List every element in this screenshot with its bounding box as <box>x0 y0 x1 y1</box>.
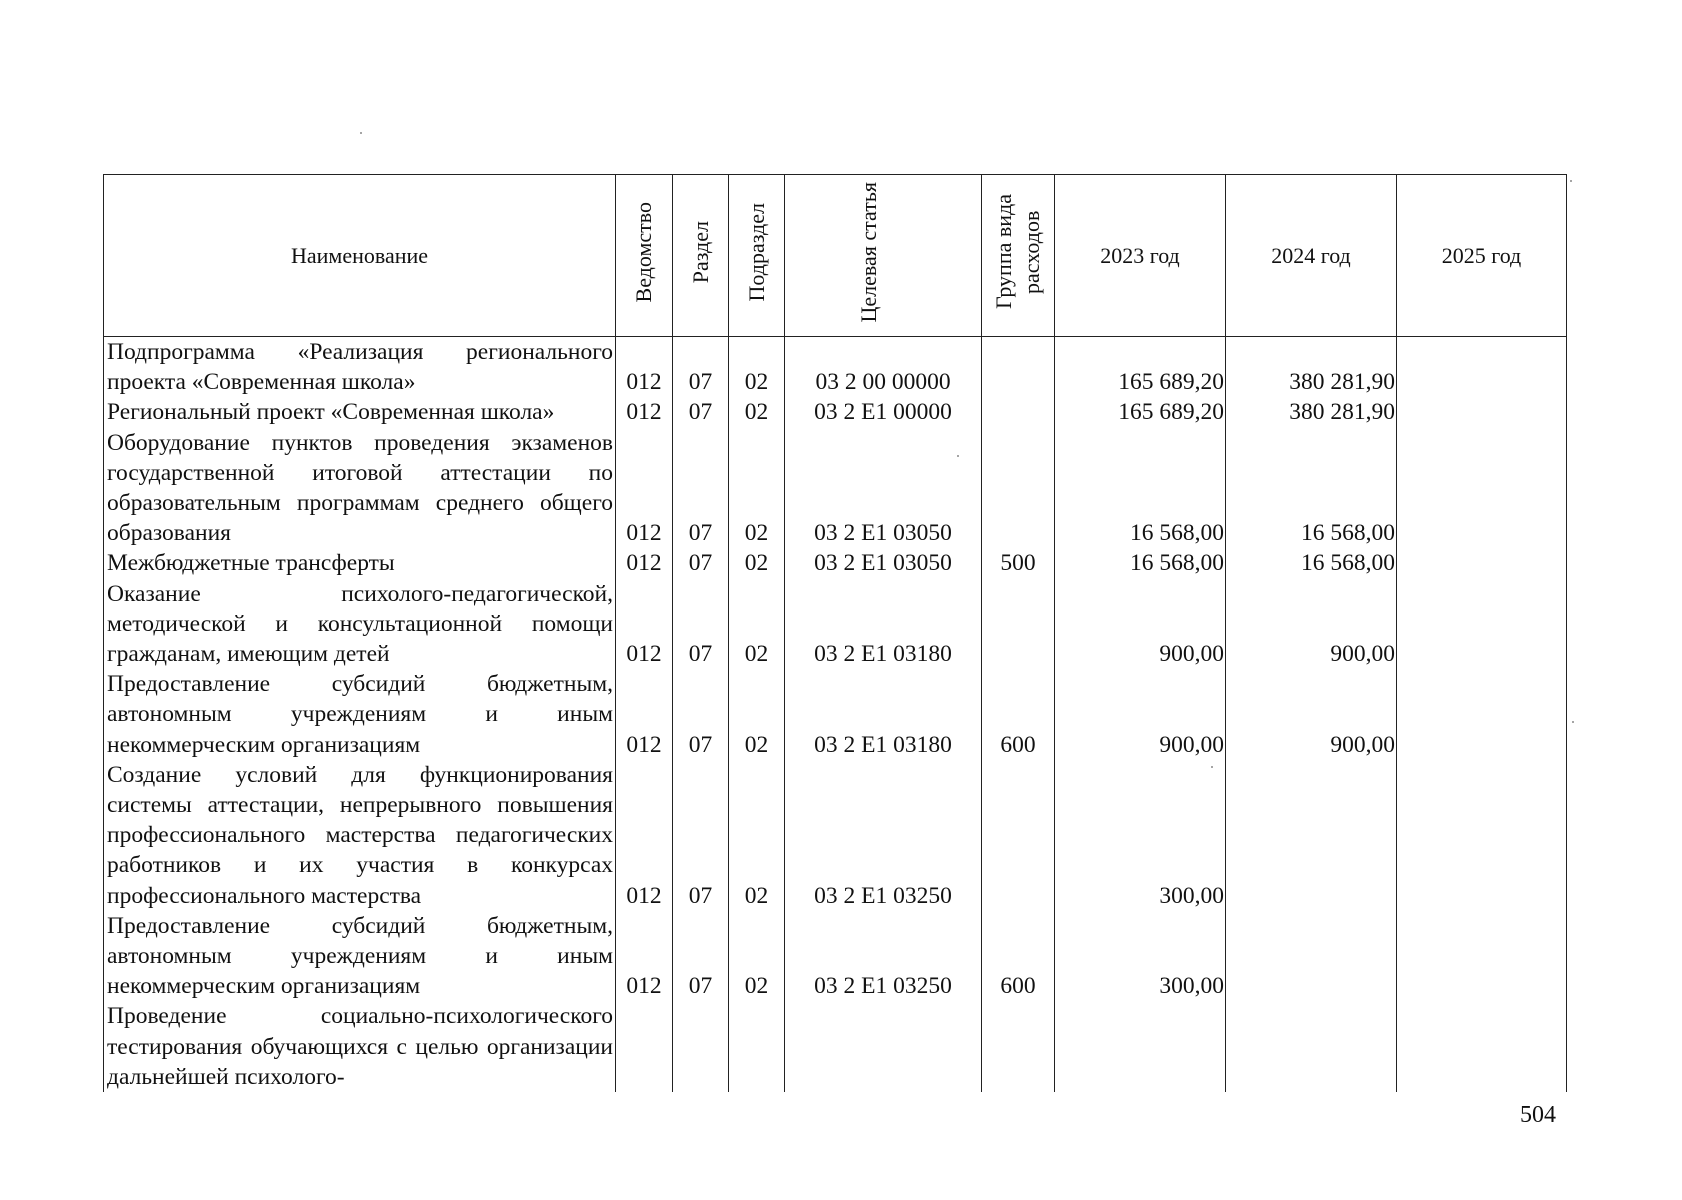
cell-name: Подпрограмма «Реализация регионального проекта «Современная школа» <box>104 337 616 398</box>
cell-2025 <box>1397 428 1567 549</box>
cell-expense-group <box>982 397 1055 427</box>
header-2023: 2023 год <box>1055 175 1226 337</box>
table-row <box>104 397 1567 427</box>
table-row <box>104 337 1567 398</box>
cell-section: 07 <box>673 579 729 670</box>
cell-target-article: 03 2 E1 00000 <box>785 397 982 427</box>
cell-name: Межбюджетные трансферты <box>104 548 616 578</box>
cell-department: 012 <box>616 337 673 398</box>
header-2025: 2025 год <box>1397 175 1567 337</box>
header-target-article: Целевая статья <box>785 175 982 337</box>
cell-2023: 300,00 <box>1055 760 1226 911</box>
cell-2023: 165 689,20 <box>1055 397 1226 427</box>
cell-2024: 900,00 <box>1226 579 1397 670</box>
cell-2024: 900,00 <box>1226 669 1397 760</box>
cell-2025 <box>1397 548 1567 578</box>
cell-2024: 16 568,00 <box>1226 548 1397 578</box>
cell-expense-group <box>982 760 1055 911</box>
cell-2023: 16 568,00 <box>1055 428 1226 549</box>
cell-2025 <box>1397 337 1567 398</box>
table-row <box>104 760 1567 911</box>
cell-name: Оказание психолого-педагогической, методической и консультационной помощи гражданам, имеющим детей <box>104 579 616 670</box>
scan-speck <box>1211 766 1213 768</box>
cell-2023: 16 568,00 <box>1055 548 1226 578</box>
cell-2025 <box>1397 397 1567 427</box>
cell-section: 07 <box>673 911 729 1002</box>
cell-name: Региональный проект «Современная школа» <box>104 397 616 427</box>
cell-subsection: 02 <box>729 911 785 1002</box>
cell-2023: 900,00 <box>1055 579 1226 670</box>
header-department: Ведомство <box>616 175 673 337</box>
table-row <box>104 911 1567 1002</box>
cell-subsection: 02 <box>729 669 785 760</box>
header-expense-group: Группа вида расходов <box>982 175 1055 337</box>
cell-target-article: 03 2 00 00000 <box>785 337 982 398</box>
scan-speck <box>1572 721 1574 723</box>
cell-department: 012 <box>616 760 673 911</box>
cell-2023 <box>1055 1001 1226 1092</box>
header-2024: 2024 год <box>1226 175 1397 337</box>
cell-2024: 380 281,90 <box>1226 397 1397 427</box>
scan-speck <box>1570 180 1572 182</box>
cell-name: Создание условий для функционирования системы аттестации, непрерывного повышения профессионального мастерства педагогических работников и их участия в конкурсах профессионального мастерства <box>104 760 616 911</box>
cell-name: Предоставление субсидий бюджетным, автономным учреждениям и иным некоммерческим организациям <box>104 911 616 1002</box>
table-row <box>104 548 1567 578</box>
cell-2023: 900,00 <box>1055 669 1226 760</box>
cell-section: 07 <box>673 397 729 427</box>
cell-name: Проведение социально-психологического тестирования обучающихся с целью организации дальнейшей психолого- <box>104 1001 616 1092</box>
cell-expense-group <box>982 337 1055 398</box>
scan-speck <box>360 132 362 134</box>
cell-expense-group: 600 <box>982 669 1055 760</box>
cell-section: 07 <box>673 428 729 549</box>
cell-department: 012 <box>616 397 673 427</box>
header-name: Наименование <box>104 175 616 337</box>
cell-section: 07 <box>673 548 729 578</box>
cell-target-article <box>785 1001 982 1092</box>
table-row <box>104 428 1567 549</box>
cell-2024: 380 281,90 <box>1226 337 1397 398</box>
table-row <box>104 1001 1567 1092</box>
cell-target-article: 03 2 E1 03180 <box>785 579 982 670</box>
budget-table <box>103 174 1567 1092</box>
cell-subsection: 02 <box>729 428 785 549</box>
cell-department: 012 <box>616 911 673 1002</box>
cell-expense-group: 600 <box>982 911 1055 1002</box>
cell-target-article: 03 2 E1 03250 <box>785 911 982 1002</box>
cell-department: 012 <box>616 669 673 760</box>
cell-2023: 300,00 <box>1055 911 1226 1002</box>
cell-section <box>673 1001 729 1092</box>
header-section: Раздел <box>673 175 729 337</box>
cell-subsection: 02 <box>729 548 785 578</box>
cell-2025 <box>1397 579 1567 670</box>
cell-2025 <box>1397 1001 1567 1092</box>
cell-section: 07 <box>673 337 729 398</box>
cell-expense-group: 500 <box>982 548 1055 578</box>
table-row <box>104 669 1567 760</box>
cell-target-article: 03 2 E1 03250 <box>785 760 982 911</box>
header-subsection: Подраздел <box>729 175 785 337</box>
cell-target-article: 03 2 E1 03050 <box>785 428 982 549</box>
cell-subsection: 02 <box>729 337 785 398</box>
scan-speck <box>957 455 959 457</box>
cell-name: Предоставление субсидий бюджетным, автономным учреждениям и иным некоммерческим организациям <box>104 669 616 760</box>
table-header-row <box>104 175 1567 337</box>
cell-subsection: 02 <box>729 760 785 911</box>
cell-target-article: 03 2 E1 03180 <box>785 669 982 760</box>
cell-2025 <box>1397 911 1567 1002</box>
cell-department <box>616 1001 673 1092</box>
cell-2024 <box>1226 1001 1397 1092</box>
cell-2024 <box>1226 911 1397 1002</box>
cell-2024: 16 568,00 <box>1226 428 1397 549</box>
cell-department: 012 <box>616 579 673 670</box>
cell-subsection: 02 <box>729 579 785 670</box>
cell-name: Оборудование пунктов проведения экзаменов государственной итоговой аттестации по образовательным программам среднего общего образования <box>104 428 616 549</box>
cell-2025 <box>1397 669 1567 760</box>
cell-expense-group <box>982 428 1055 549</box>
page-number: 504 <box>1520 1102 1556 1128</box>
cell-department: 012 <box>616 548 673 578</box>
cell-expense-group <box>982 579 1055 670</box>
cell-section: 07 <box>673 760 729 911</box>
cell-subsection <box>729 1001 785 1092</box>
cell-subsection: 02 <box>729 397 785 427</box>
cell-target-article: 03 2 E1 03050 <box>785 548 982 578</box>
cell-section: 07 <box>673 669 729 760</box>
cell-2023: 165 689,20 <box>1055 337 1226 398</box>
cell-2025 <box>1397 760 1567 911</box>
cell-expense-group <box>982 1001 1055 1092</box>
cell-department: 012 <box>616 428 673 549</box>
cell-2024 <box>1226 760 1397 911</box>
table-row <box>104 579 1567 670</box>
